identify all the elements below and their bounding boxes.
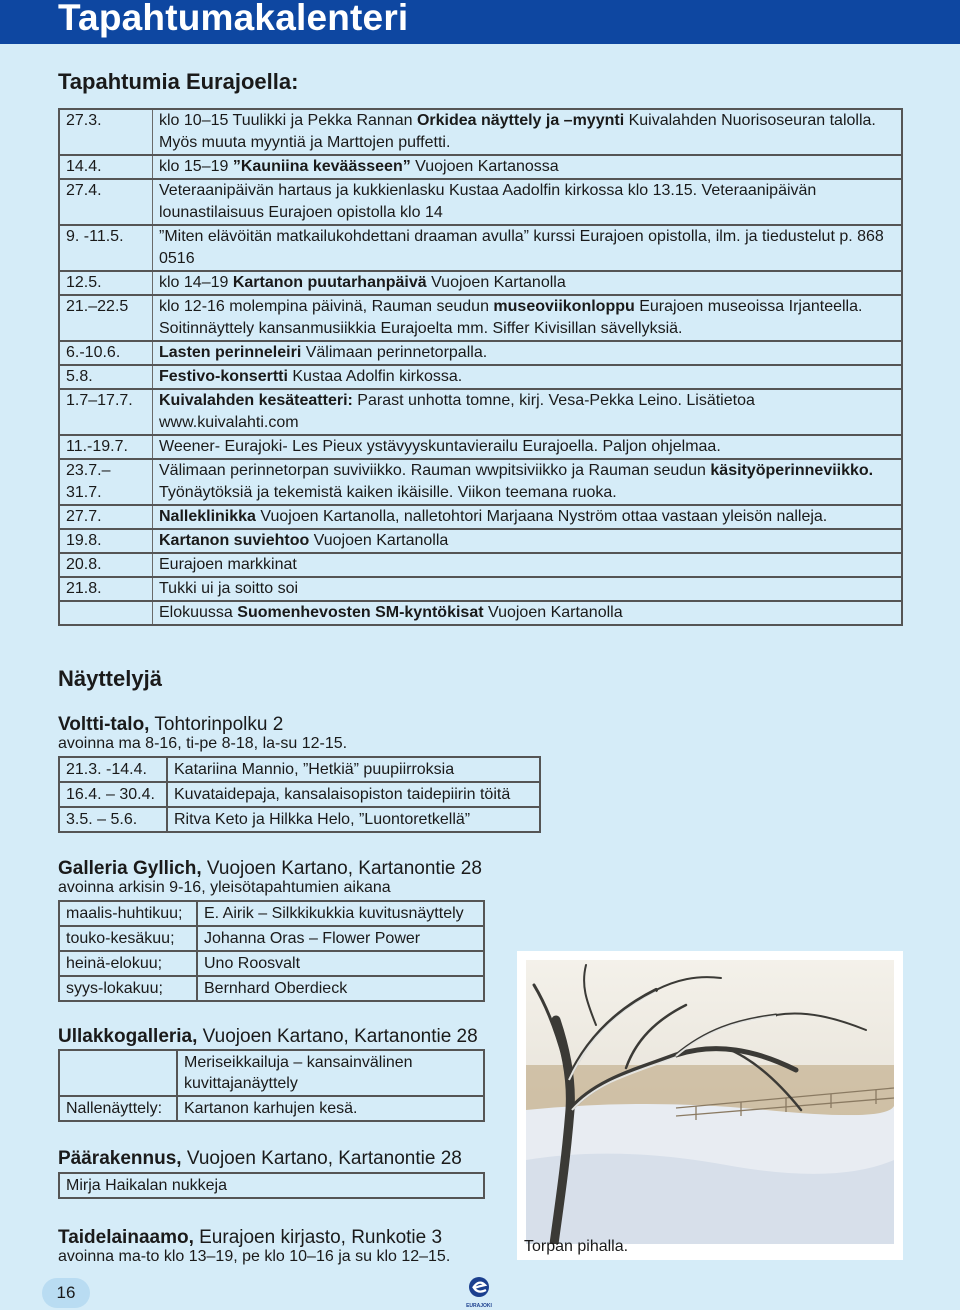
event-text: Eurajoen markkinat [159,556,297,573]
gyllich-hours: avoinna arkisin 9-16, yleisötapahtumien aikana [58,879,391,896]
voltti-venue [58,715,283,735]
event-description [153,505,903,529]
exhibition-text: Kartanon karhujen kesä. [177,1096,484,1121]
event-highlight: Lasten perinneleiri [159,344,302,361]
eurajoki-logo [460,1276,498,1309]
table-row [59,807,540,832]
table-row [59,951,484,976]
event-highlight: Suomenhevosten SM-kyntökisat [237,604,484,621]
event-row [59,225,902,271]
event-date: 1.7–17.7. [59,389,153,435]
event-text: Välimaan perinnetorpan suviviikko. Rauman wwpitsiviikko ja Rauman seudun [159,462,711,479]
event-highlight: museoviikonloppu [493,298,635,315]
event-date: 11.-19.7. [59,435,153,459]
eurajoki-logo-icon [464,1276,494,1298]
voltti-table [58,756,541,833]
event-date: 27.3. [59,109,153,155]
event-text: Elokuussa [159,604,238,621]
event-description [153,577,903,601]
event-description [153,459,903,505]
event-date: 23.7.–31.7. [59,459,153,505]
exhibition-date: 21.3. -14.4. [59,757,167,782]
event-text: Vuojoen Kartanolla [309,532,449,549]
event-row [59,365,902,389]
exhibition-date: Nallenäyttely: [59,1096,177,1121]
event-description [153,341,903,365]
event-text: Kuivalahden Nuorisoseuran talolla. Myös muuta myyntiä ja Marttojen puffetti. [159,112,876,151]
events-heading: Tapahtumia Eurajoella: [58,69,299,94]
event-description [153,179,903,225]
event-date: 27.4. [59,179,153,225]
photo-caption: Torpan pihalla. [524,1238,629,1255]
event-date: 21.8. [59,577,153,601]
event-highlight: Nalleklinikka [159,508,256,525]
page-number: 16 [42,1278,90,1308]
table-row [59,782,540,807]
exhibition-text: Ritva Keto ja Hilkka Helo, ”Luontoretkellä” [167,807,540,832]
event-highlight: Kartanon suviehtoo [159,532,310,549]
exhibition-text: Johanna Oras – Flower Power [197,926,484,951]
event-description [153,553,903,577]
event-date: 27.7. [59,505,153,529]
venue-address: Vuojoen Kartano, Kartanontie 28 [197,1026,478,1047]
event-text: klo 14–19 [159,274,233,291]
voltti-hours: avoinna ma 8-16, ti-pe 8-18, la-su 12-15. [58,735,348,752]
gyllich-table [58,900,485,1002]
event-highlight: Kuivalahden kesäteatteri: [159,392,353,409]
event-description [153,155,903,179]
page-title: Tapahtumakalenteri [58,0,409,38]
event-description [153,295,903,341]
event-date: 9. -11.5. [59,225,153,271]
exhibition-date: maalis-huhtikuu; [59,901,197,926]
exhibition-date: heinä-elokuu; [59,951,197,976]
event-text: Veteraanipäivän hartaus ja kukkienlasku Kustaa Aadolfin kirkossa klo 13.15. Veteraanipäivän lounastilaisuus Eurajoen opistolla klo 14 [159,182,817,221]
exhibition-date [59,1050,177,1096]
venue-address: Eurajoen kirjasto, Runkotie 3 [193,1227,443,1248]
event-description [153,601,903,625]
exhibition-date: 3.5. – 5.6. [59,807,167,832]
event-row [59,505,902,529]
events-table [58,108,903,626]
event-row [59,179,902,225]
event-row [59,553,902,577]
event-description [153,529,903,553]
event-text: Vuojoen Kartanolla [483,604,623,621]
venue-name: Galleria Gyllich, [58,858,202,879]
table-row [59,901,484,926]
paarakennus-venue [58,1149,462,1169]
event-text: Vuojoen Kartanolla, nalletohtori Marjaana Nyström ottaa vastaan yleisön nalleja. [255,508,828,525]
exhibition-date: touko-kesäkuu; [59,926,197,951]
winter-photo [517,951,903,1260]
ullakko-venue [58,1027,478,1047]
event-highlight: Kartanon puutarhanpäivä [232,274,427,291]
exhibition-text: Mirja Haikalan nukkeja [59,1173,484,1198]
event-row [59,295,902,341]
event-text: Eurajoen museoissa Irjanteella. Soitinnäyttely kansanmusiikkia Eurajoelta mm. Siffer Kivisillan sävellyksiä. [159,298,863,337]
exhibition-text: E. Airik – Silkkikukkia kuvitusnäyttely [197,901,484,926]
exhibition-text: Bernhard Oberdieck [197,976,484,1001]
event-row [59,459,902,505]
event-row [59,529,902,553]
event-date: 6.-10.6. [59,341,153,365]
paarakennus-table [58,1172,485,1199]
event-row [59,109,902,155]
table-row [59,1050,484,1096]
event-highlight: Orkidea näyttely ja –myynti [416,112,625,129]
event-text: Vuojoen Kartanossa [410,158,559,175]
taidelainaamo-venue [58,1228,442,1248]
venue-name: Voltti-talo, [58,714,150,735]
venue-address: Vuojoen Kartano, Kartanontie 28 [201,858,482,879]
event-date: 14.4. [59,155,153,179]
event-description [153,109,903,155]
venue-name: Taidelainaamo, [58,1227,194,1248]
event-row [59,271,902,295]
event-date: 21.–22.5 [59,295,153,341]
venue-name: Päärakennus, [58,1148,182,1169]
event-text: ”Miten elävöitän matkailukohdettani draaman avulla” kurssi Eurajoen opistolla, ilm. ja tiedustelut p. 868 0516 [159,228,884,267]
venue-address: Vuojoen Kartano, Kartanontie 28 [181,1148,462,1169]
event-text: Kustaa Adolfin kirkossa. [287,368,463,385]
event-description [153,271,903,295]
ullakko-table [58,1049,485,1122]
event-highlight: Festivo-konsertti [159,368,288,385]
event-text: klo 12-16 molempina päivinä, Rauman seudun [159,298,494,315]
exhibitions-heading: Näyttelyjä [58,666,162,691]
event-description [153,365,903,389]
event-row [59,389,902,435]
event-row [59,435,902,459]
event-text: Tukki ui ja soitto soi [159,580,299,597]
venue-name: Ullakkogalleria, [58,1026,198,1047]
event-text: Parast unhotta tomne, kirj. Vesa-Pekka Leino. Lisätietoa www.kuivalahti.com [159,392,755,431]
winter-tree-image [526,960,894,1244]
event-description [153,389,903,435]
table-row [59,757,540,782]
event-date: 12.5. [59,271,153,295]
venue-address: Tohtorinpolku 2 [149,714,284,735]
exhibition-date: syys-lokakuu; [59,976,197,1001]
event-row [59,577,902,601]
event-text: Vuojoen Kartanolla [426,274,566,291]
exhibition-text: Meriseikkailuja – kansainvälinen kuvittajanäyttely [177,1050,484,1096]
event-text: klo 15–19 [159,158,233,175]
exhibition-text: Uno Roosvalt [197,951,484,976]
exhibition-date: 16.4. – 30.4. [59,782,167,807]
event-description [153,225,903,271]
taidelainaamo-hours: avoinna ma-to klo 13–19, pe klo 10–16 ja su klo 12–15. [58,1248,451,1265]
event-highlight: käsityöperinneviikko. [710,462,874,479]
table-row [59,1173,484,1198]
exhibition-text: Kuvataidepaja, kansalaisopiston taidepiirin töitä [167,782,540,807]
table-row [59,926,484,951]
event-row [59,155,902,179]
event-row [59,341,902,365]
event-text: Työnäytöksiä ja tekemistä kaiken ikäisille. Viikon teemana ruoka. [159,484,617,501]
event-text: klo 10–15 Tuulikki ja Pekka Rannan [159,112,417,129]
logo-text: EURAJOKI [466,1303,492,1309]
event-highlight: ”Kauniina keväässeen” [232,158,411,175]
event-date: 19.8. [59,529,153,553]
table-row [59,976,484,1001]
event-date [59,601,153,625]
header-bar [0,0,960,44]
event-text: Välimaan perinnetorpalla. [301,344,488,361]
table-row [59,1096,484,1121]
exhibition-text: Katariina Mannio, ”Hetkiä” puupiirroksia [167,757,540,782]
event-text: Weener- Eurajoki- Les Pieux ystävyyskuntavierailu Eurajoella. Paljon ohjelmaa. [159,438,721,455]
event-date: 20.8. [59,553,153,577]
event-row [59,601,902,625]
event-date: 5.8. [59,365,153,389]
gyllich-venue [58,859,482,879]
event-description [153,435,903,459]
